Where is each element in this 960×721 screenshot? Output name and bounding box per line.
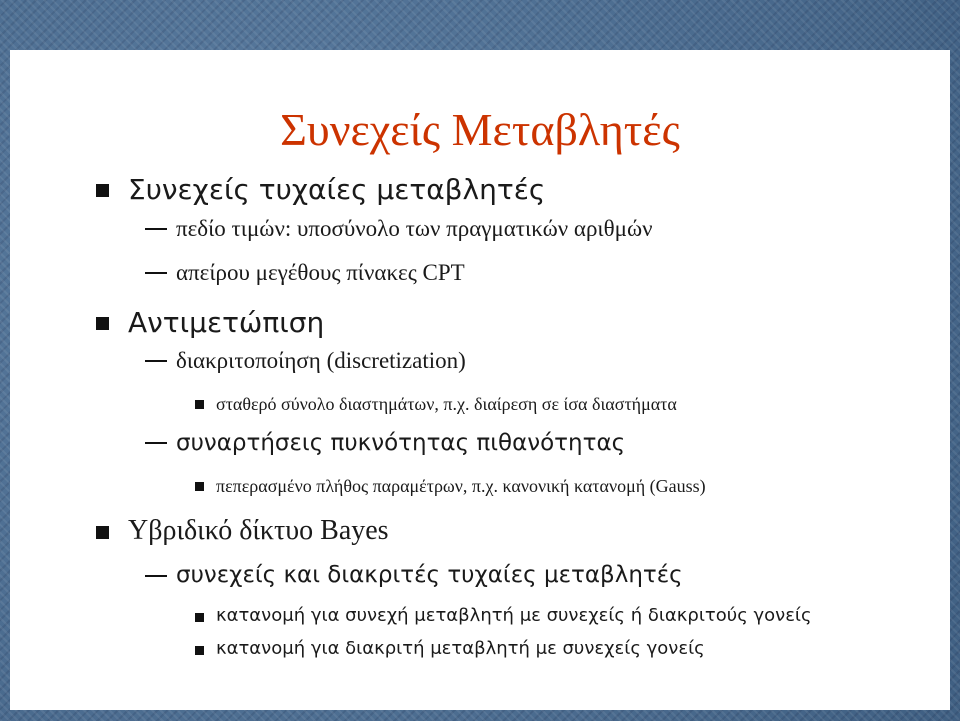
bullet-text-level-3: κατανομή για συνεχή μεταβλητή με συνεχείς ή διακριτούς γονείς <box>216 605 812 626</box>
bullet-text-level-2: πεδίο τιμών: υποσύνολο των πραγματικών αριθμών <box>176 216 653 241</box>
bullet-dash-icon <box>145 272 167 274</box>
content-panel <box>10 50 950 710</box>
bullet-text-level-3: σταθερό σύνολο διαστημάτων, π.χ. διαίρεση σε ίσα διαστήματα <box>216 394 677 414</box>
bullet-text-level-3: πεπερασμένο πλήθος παραμέτρων, π.χ. κανονική κατανομή (Gauss) <box>216 476 706 496</box>
bullet-square-icon <box>96 526 109 539</box>
bullet-dash-icon <box>145 442 167 444</box>
bullet-text-level-1: Υβριδικό δίκτυο Bayes <box>128 515 389 546</box>
bullet-square-icon <box>96 317 109 330</box>
bullet-text-level-2: συνεχείς και διακριτές τυχαίες μεταβλητές <box>176 562 683 588</box>
bullet-text-level-2: απείρου μεγέθους πίνακες CPT <box>176 260 465 285</box>
bullet-dash-icon <box>145 228 167 230</box>
bullet-square-icon <box>195 613 204 622</box>
bullet-square-icon <box>195 400 204 409</box>
bullet-dash-icon <box>145 575 167 577</box>
bullet-text-level-1: Συνεχείς τυχαίες μεταβλητές <box>128 173 546 206</box>
bullet-text-level-3: κατανομή για διακριτή μεταβλητή με συνεχείς γονείς <box>216 638 705 659</box>
bullet-square-icon <box>195 482 204 491</box>
bullet-dash-icon <box>145 360 167 362</box>
bullet-text-level-1: Αντιμετώπιση <box>128 306 325 339</box>
bullet-square-icon <box>195 646 204 655</box>
bullet-text-level-2: συναρτήσεις πυκνότητας πιθανότητας <box>176 430 626 456</box>
bullet-text-level-2: διακριτοποίηση (discretization) <box>176 348 466 373</box>
bullet-square-icon <box>96 184 109 197</box>
slide-title: Συνεχείς Μεταβλητές <box>280 104 680 155</box>
